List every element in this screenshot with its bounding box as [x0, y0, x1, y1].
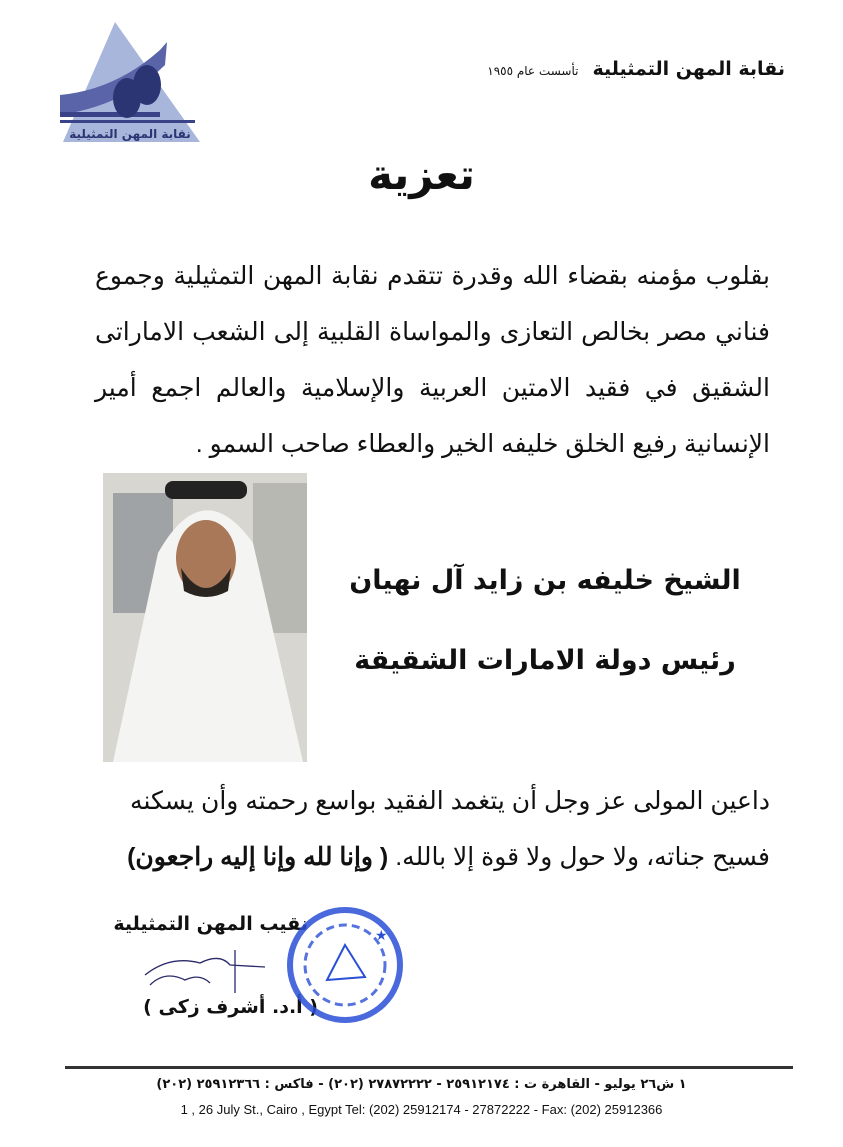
svg-text:★: ★	[375, 928, 388, 944]
deceased-name: الشيخ خليفه بن زايد آل نهيان	[349, 565, 741, 596]
signatory-title: نقيب المهن التمثيلية	[113, 913, 308, 935]
logo-text: نقابة المهن التمثيلية	[69, 127, 191, 141]
deceased-position: رئيس دولة الامارات الشقيقة	[354, 645, 736, 676]
letterhead	[487, 58, 785, 80]
footer-address-english: 1 , 26 July St., Cairo , Egypt Tel: (202) 25912174 - 27872222 - Fax: (202) 25912366	[180, 1102, 663, 1117]
prayer-paragraph	[95, 773, 770, 885]
official-stamp	[285, 905, 405, 1025]
footer-divider	[65, 1066, 793, 1069]
signatory-name: ( أ.د. أشرف زكى )	[143, 996, 318, 1018]
handwritten-signature	[140, 945, 270, 995]
condolence-paragraph: بقلوب مؤمنه بقضاء الله وقدرة تتقدم نقابة المهن التمثيلية وجموع فناني مصر بخالص التعازى والمواساة القلبية إلى الشعب الاماراتى الشقيق في فقيد الامتين العربية والإسلامية والعالم اجمع أمير الإنسانية رفيع الخلق خليفه الخير والعطاء صاحب السمو .	[95, 262, 770, 458]
quran-verse: ( وإنا لله وإنا إليه راجعون)	[127, 843, 389, 871]
prayer-text: داعين المولى عز وجل أن يتغمد الفقيد بواسع رحمته وأن يسكنه فسيح جناته، ولا حول ولا قوة إلا بالله.	[130, 787, 770, 871]
union-logo	[55, 20, 205, 145]
document-title: تعزية	[368, 150, 475, 199]
footer-address-arabic: ١ ش٢٦ يوليو - القاهرة ت : ٢٥٩١٢١٧٤ - ٢٧٨٧٢٢٢٢ (٢٠٢) - فاكس : ٢٥٩١٢٣٦٦ (٢٠٢)	[156, 1077, 687, 1092]
established-date: تأسست عام ١٩٥٥	[487, 64, 579, 78]
portrait-photo	[103, 473, 307, 762]
org-name: نقابة المهن التمثيلية	[592, 58, 785, 80]
